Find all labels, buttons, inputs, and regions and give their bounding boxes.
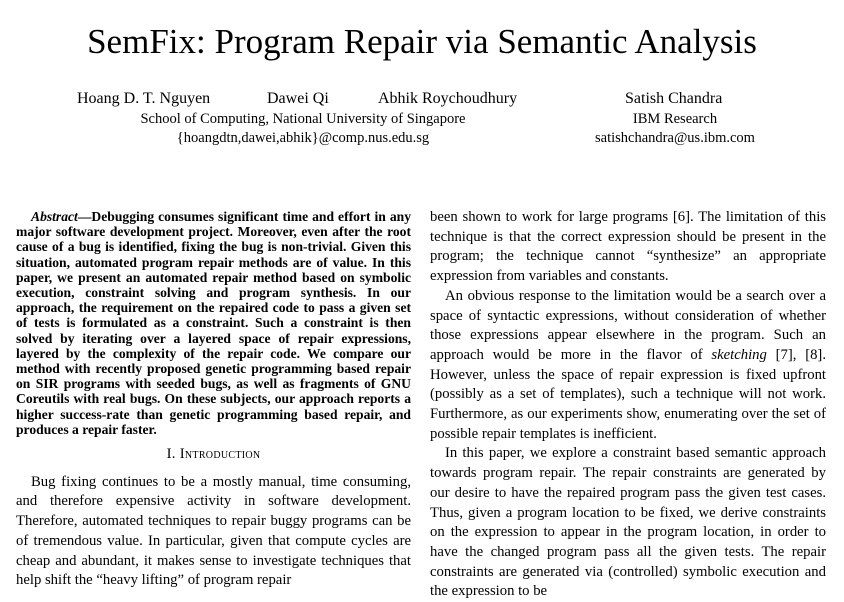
intro-paragraph: Bug fixing continues to be a mostly manual, time consuming, and therefore expensive activity in software development. Therefore, automated techniques to repair buggy programs can be of tremendous value. In particular, given that compute cycles are cheap and abundant, it makes sense to investigate techniques that help shift the “heavy lifting” of program repair bbox=[16, 473, 411, 589]
right-paragraph-3: In this paper, we explore a constraint based semantic approach towards program repair. The repair constraints are generated by our desire to have the repaired program pass the given test cases. Thus, given a program location to be fixed, we derive constraints on the expression to appear in the program location, in order to have the changed program pass all the given tests. The repair constraints are generated via (controlled) symbolic execution and the expression to be bbox=[430, 445, 826, 600]
author-nguyen: Hoang D. T. Nguyen bbox=[77, 90, 211, 107]
right-paragraph-2-a: An obvious response to the limitation would be a search over a space of syntactic expressions, without consideration of whether those expressions appear elsewhere in the program. Such an approach would be more in the flavor of bbox=[430, 287, 826, 363]
right-column bbox=[430, 208, 826, 602]
email-ibm: satishchandra@us.ibm.com bbox=[595, 130, 755, 146]
author-qi: Dawei Qi bbox=[267, 90, 329, 107]
author-chandra: Satish Chandra bbox=[625, 90, 723, 107]
abstract-body: —Debugging consumes significant time and effort in any major software development project. Moreover, even after the root cause of a bug is identified, fixing the bug is non-trivial. Given this situation, automated program repair methods are of value. In this paper, we present an automated repair method based on symbolic execution, constraint solving and program synthesis. In our approach, the requirement on the repaired code to pass a given set of tests is formulated as a constraint. Such a constraint is then solved by iterating over a layered space of repair expressions, layered by the complexity of the repair code. We compare our method with recently proposed genetic programming based repair on SIR programs with seeded bugs, as well as fragments of GNU Coreutils with real bugs. On these subjects, our approach reports a higher success-rate than genetic programming based repair, and produces a repair faster. bbox=[16, 209, 411, 437]
author-roychoudhury: Abhik Roychoudhury bbox=[378, 90, 518, 107]
right-paragraph-2-b: [7], [8]. However, unless the space of repair expression is fixed upfront (possibly as a set of templates), such a technique will not work. Furthermore, as our experiments show, enumerating over the set of possible repair templates is inefficient. bbox=[430, 346, 826, 442]
sketching-term: sketching bbox=[711, 346, 767, 363]
section-heading-introduction: I. Introduction bbox=[166, 446, 261, 463]
affiliation-nus: School of Computing, National University of Singapore bbox=[140, 111, 466, 127]
abstract-lead: Abstract bbox=[31, 209, 78, 224]
affiliation-ibm: IBM Research bbox=[632, 111, 718, 127]
abstract bbox=[16, 209, 411, 437]
email-nus: {hoangdtn,dawei,abhik}@comp.nus.edu.sg bbox=[176, 130, 430, 146]
left-column bbox=[16, 209, 411, 591]
right-paragraph-1: been shown to work for large programs [6]. The limitation of this technique is that the correct expression should be present in the program; the technique cannot “synthesize” an appropriate expression from variables and constants. bbox=[430, 209, 826, 285]
paper-title: SemFix: Program Repair via Semantic Analysis bbox=[87, 22, 757, 61]
right-paragraph-2 bbox=[430, 287, 826, 445]
